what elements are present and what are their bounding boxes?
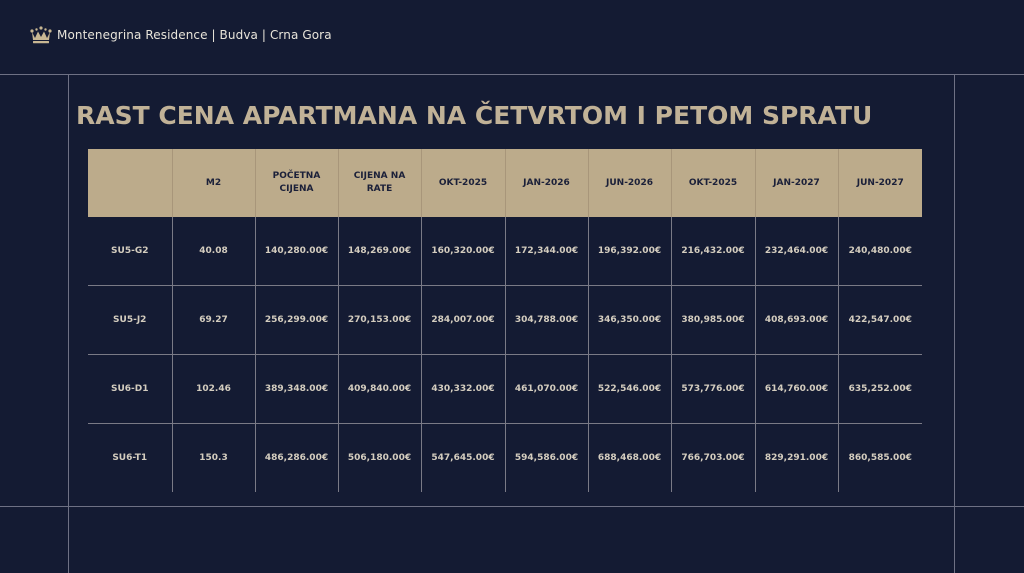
unit-id-cell: SU6-D1 xyxy=(88,355,172,424)
table-cell: 461,070.00€ xyxy=(505,355,588,424)
table-cell: 216,432.00€ xyxy=(671,217,755,286)
table-cell: 40.08 xyxy=(172,217,255,286)
left-divider xyxy=(68,74,69,573)
top-divider xyxy=(0,74,1024,75)
table-cell: 304,788.00€ xyxy=(505,286,588,355)
table-cell: 380,985.00€ xyxy=(671,286,755,355)
table-row xyxy=(88,217,922,286)
column-header: M2 xyxy=(172,149,255,217)
table-cell: 240,480.00€ xyxy=(848,246,912,256)
table-cell: 614,760.00€ xyxy=(755,355,838,424)
table-cell: 346,350.00€ xyxy=(588,286,671,355)
table-cell: 688,468.00€ xyxy=(588,424,671,493)
table-cell: 573,776.00€ xyxy=(671,355,755,424)
bottom-divider xyxy=(0,506,1024,507)
table-cell: 256,299.00€ xyxy=(255,286,338,355)
price-table xyxy=(88,149,922,492)
table-row xyxy=(88,286,922,355)
unit-id-cell: SU6-T1 xyxy=(88,424,172,493)
table-cell: 409,840.00€ xyxy=(338,355,421,424)
table-cell: 148,269.00€ xyxy=(338,217,421,286)
table-cell: 140,280.00€ xyxy=(255,217,338,286)
table-cell: 150.3 xyxy=(172,424,255,493)
table-cell: 160,320.00€ xyxy=(421,217,505,286)
column-header: OKT-2025 xyxy=(671,149,755,217)
table-cell: 196,392.00€ xyxy=(588,217,671,286)
column-header xyxy=(88,149,172,217)
table-body xyxy=(88,217,922,492)
column-header: CIJENA NA RATE xyxy=(338,149,421,217)
table-cell: 69.27 xyxy=(172,286,255,355)
table-cell: 389,348.00€ xyxy=(255,355,338,424)
unit-id-cell: SU5-G2 xyxy=(88,217,172,286)
table-cell: 408,693.00€ xyxy=(755,286,838,355)
table-cell: 766,703.00€ xyxy=(671,424,755,493)
unit-id-cell: SU5-J2 xyxy=(88,286,172,355)
table-cell: 232,464.00€ xyxy=(755,217,838,286)
brand-header xyxy=(30,25,332,45)
page-title: RAST CENA APARTMANA NA ČETVRTOM I PETOM SPRATU xyxy=(76,101,873,130)
brand-text: Montenegrina Residence | Budva | Crna Gora xyxy=(57,28,332,42)
column-header: JUN-2027 xyxy=(838,149,922,217)
table-cell: 594,586.00€ xyxy=(505,424,588,493)
column-header: POČETNA CIJENA xyxy=(255,149,338,217)
table-cell: 860,585.00€ xyxy=(838,424,922,493)
table-row xyxy=(88,355,922,424)
table-cell: 172,344.00€ xyxy=(505,217,588,286)
table-cell: 486,286.00€ xyxy=(255,424,338,493)
column-header: JAN-2026 xyxy=(505,149,588,217)
crown-icon xyxy=(30,26,52,44)
table-cell: 422,547.00€ xyxy=(838,286,922,355)
column-header: JAN-2027 xyxy=(755,149,838,217)
table-header-row xyxy=(88,149,922,217)
table-cell: 270,153.00€ xyxy=(338,286,421,355)
table-row xyxy=(88,424,922,493)
table-cell: 102.46 xyxy=(172,355,255,424)
table-cell: 547,645.00€ xyxy=(421,424,505,493)
column-header: JUN-2026 xyxy=(588,149,671,217)
table-cell: 829,291.00€ xyxy=(755,424,838,493)
table-cell: 506,180.00€ xyxy=(338,424,421,493)
table-cell: 430,332.00€ xyxy=(421,355,505,424)
table-cell: 635,252.00€ xyxy=(838,355,922,424)
right-divider xyxy=(954,74,955,573)
table-cell: 284,007.00€ xyxy=(421,286,505,355)
table-cell: 522,546.00€ xyxy=(588,355,671,424)
column-header: OKT-2025 xyxy=(421,149,505,217)
